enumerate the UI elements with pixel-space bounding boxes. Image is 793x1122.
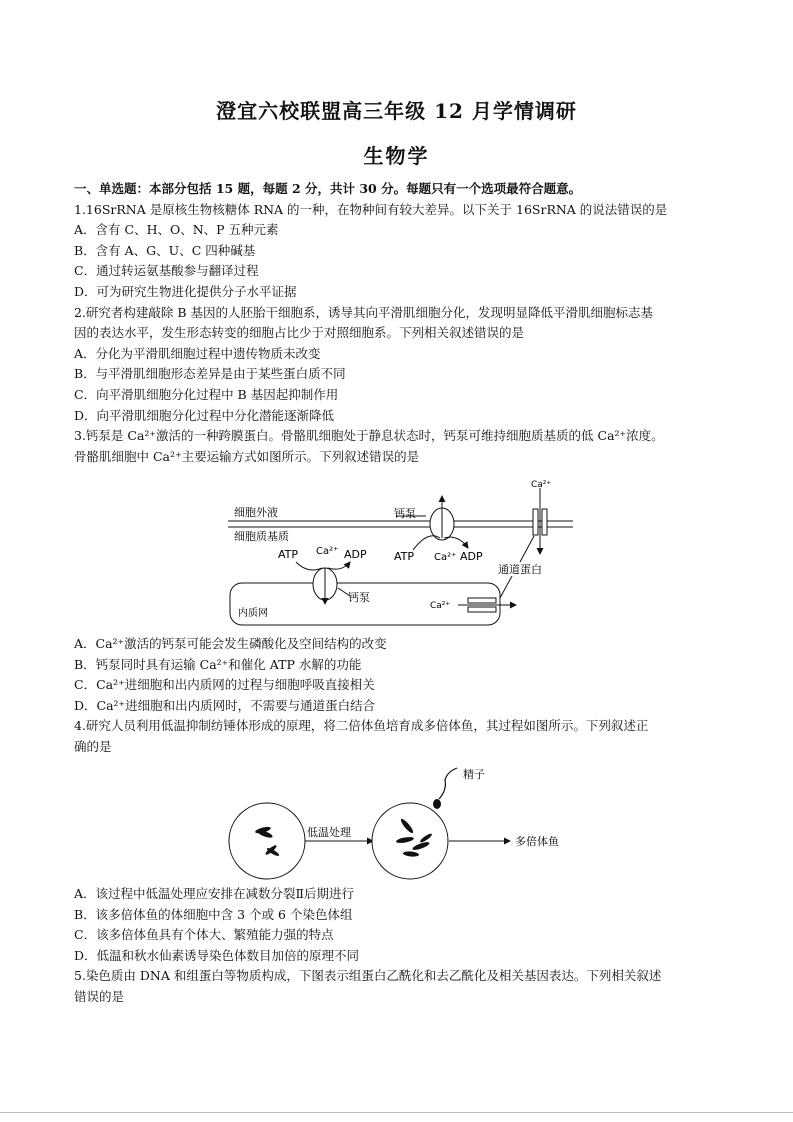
er-label: 内质网: [238, 608, 268, 619]
atp-label-membrane: ATP: [394, 550, 415, 563]
egg-cell-diploid: [229, 803, 305, 879]
q3-stem-line1: 3.钙泵是 Ca²⁺激活的一种跨膜蛋白。骨骼肌细胞处于静息状态时，钙泵可维持细胞质基质的低 Ca²⁺浓度。: [74, 428, 664, 444]
section-header: 一、单选题：本部分包括 15 题，每题 2 分，共计 30 分。每题只有一个选项最符合题意。: [74, 181, 582, 196]
q2-stem-line1: 2.研究者构建敲除 B 基因的人胚胎干细胞系，诱导其向平滑肌细胞分化，发现明显降低平滑肌细胞标志基: [74, 304, 654, 320]
q5-stem-line1: 5.染色质由 DNA 和组蛋白等物质构成，下图表示组蛋白乙酰化和去乙酰化及相关基因表达。下列相关叙述: [74, 968, 662, 984]
extracellular-label: 细胞外液: [234, 506, 278, 519]
membrane-pump-label: 钙泵: [394, 507, 416, 520]
q2-stem-line2: 因的表达水平，发生形态转变的细胞占比少于对照细胞系。下列相关叙述错误的是: [74, 325, 525, 341]
ca-label-er: Ca²⁺: [316, 546, 339, 557]
ca-label-er-channel: Ca²⁺: [430, 601, 451, 611]
q4-q5-block: [74, 884, 724, 1008]
calcium-transport-figure: [228, 476, 573, 628]
er-channel-label-line: [500, 576, 512, 598]
adp-curve-er: [328, 562, 350, 569]
er-pump-label: 钙泵: [348, 591, 370, 604]
ca-label-channel: Ca²⁺: [531, 480, 552, 490]
q3-stem-line2: 骨骼肌细胞中 Ca²⁺主要运输方式如图所示。下列叙述错误的是: [74, 448, 420, 464]
treatment-label: 低温处理: [307, 826, 351, 839]
q5-stem-line2: 错误的是: [74, 988, 125, 1004]
q2-option-b: B．与平滑肌细胞形态差异是由于某些蛋白质不同: [74, 366, 346, 382]
q3-option-d: D．Ca²⁺进细胞和出内质网时，不需要与通道蛋白结合: [74, 697, 376, 713]
polyploid-fish-figure: [225, 764, 585, 892]
atp-curve-er: [296, 562, 322, 570]
ca-label-membrane: Ca²⁺: [434, 552, 457, 563]
q2-option-a: A．分化为平滑肌细胞过程中遗传物质未改变: [74, 345, 321, 361]
q4-stem-line2: 确的是: [74, 738, 112, 754]
q1-option-b: B．含有 A、G、U、C 四种碱基: [74, 242, 256, 258]
endoplasmic-reticulum: [230, 583, 500, 625]
page-bottom-rule: [0, 1112, 793, 1113]
er-channel-top: [468, 598, 496, 603]
q1-option-a: A．含有 C、H、O、N、P 五种元素: [74, 222, 279, 238]
membrane-channel-left: [533, 509, 538, 535]
membrane-channel-right: [542, 509, 547, 535]
q1-stem: 1.16SrRNA 是原核生物核糖体 RNA 的一种，在物种间有较大差异。以下关于 16SrRNA 的说法错误的是: [74, 201, 668, 217]
result-label: 多倍体鱼: [515, 835, 559, 848]
sperm-tail: [439, 768, 457, 799]
q4-stem-line1: 4.研究人员利用低温抑制纺锤体形成的原理，将二倍体鱼培育成多倍体鱼，其过程如图所示。下列叙述正: [74, 718, 649, 734]
cytoplasm-label: 细胞质基质: [234, 530, 289, 543]
q1-option-c: C．通过转运氨基酸参与翻译过程: [74, 263, 259, 279]
q3-q4-block: [74, 634, 724, 758]
q4-option-d: D．低温和秋水仙素诱导染色体数目加倍的原理不同: [74, 947, 360, 963]
channel-label-line: [520, 536, 534, 562]
atp-label-er: ATP: [278, 548, 299, 561]
sperm-head: [433, 799, 441, 809]
question-block: [74, 179, 724, 467]
page-title: 澄宜六校联盟高三年级 12 月学情调研: [216, 99, 577, 123]
q1-option-d: D．可为研究生物进化提供分子水平证据: [74, 283, 297, 299]
q4-option-b: B．该多倍体鱼的体细胞中含 3 个或 6 个染色体组: [74, 906, 353, 922]
q2-option-d: D．向平滑肌细胞分化过程中分化潜能逐渐降低: [74, 407, 335, 423]
subject-title: 生物学: [363, 144, 430, 168]
q4-option-a: A．该过程中低温处理应安排在减数分裂Ⅱ后期进行: [74, 886, 355, 901]
q3-option-a: A．Ca²⁺激活的钙泵可能会发生磷酸化及空间结构的改变: [74, 636, 387, 651]
q4-option-c: C．该多倍体鱼具有个体大、繁殖能力强的特点: [74, 927, 334, 943]
adp-label-membrane: ADP: [460, 550, 483, 563]
q3-option-c: C．Ca²⁺进细胞和出内质网的过程与细胞呼吸直接相关: [74, 677, 375, 693]
er-channel-bottom: [468, 607, 496, 612]
channel-label: 通道蛋白: [498, 563, 542, 576]
q2-option-c: C．向平滑肌细胞分化过程中 B 基因起抑制作用: [74, 386, 339, 402]
adp-label-er: ADP: [344, 548, 367, 561]
sperm-label: 精子: [463, 768, 485, 781]
q3-option-b: B．钙泵同时具有运输 Ca²⁺和催化 ATP 水解的功能: [74, 656, 362, 672]
